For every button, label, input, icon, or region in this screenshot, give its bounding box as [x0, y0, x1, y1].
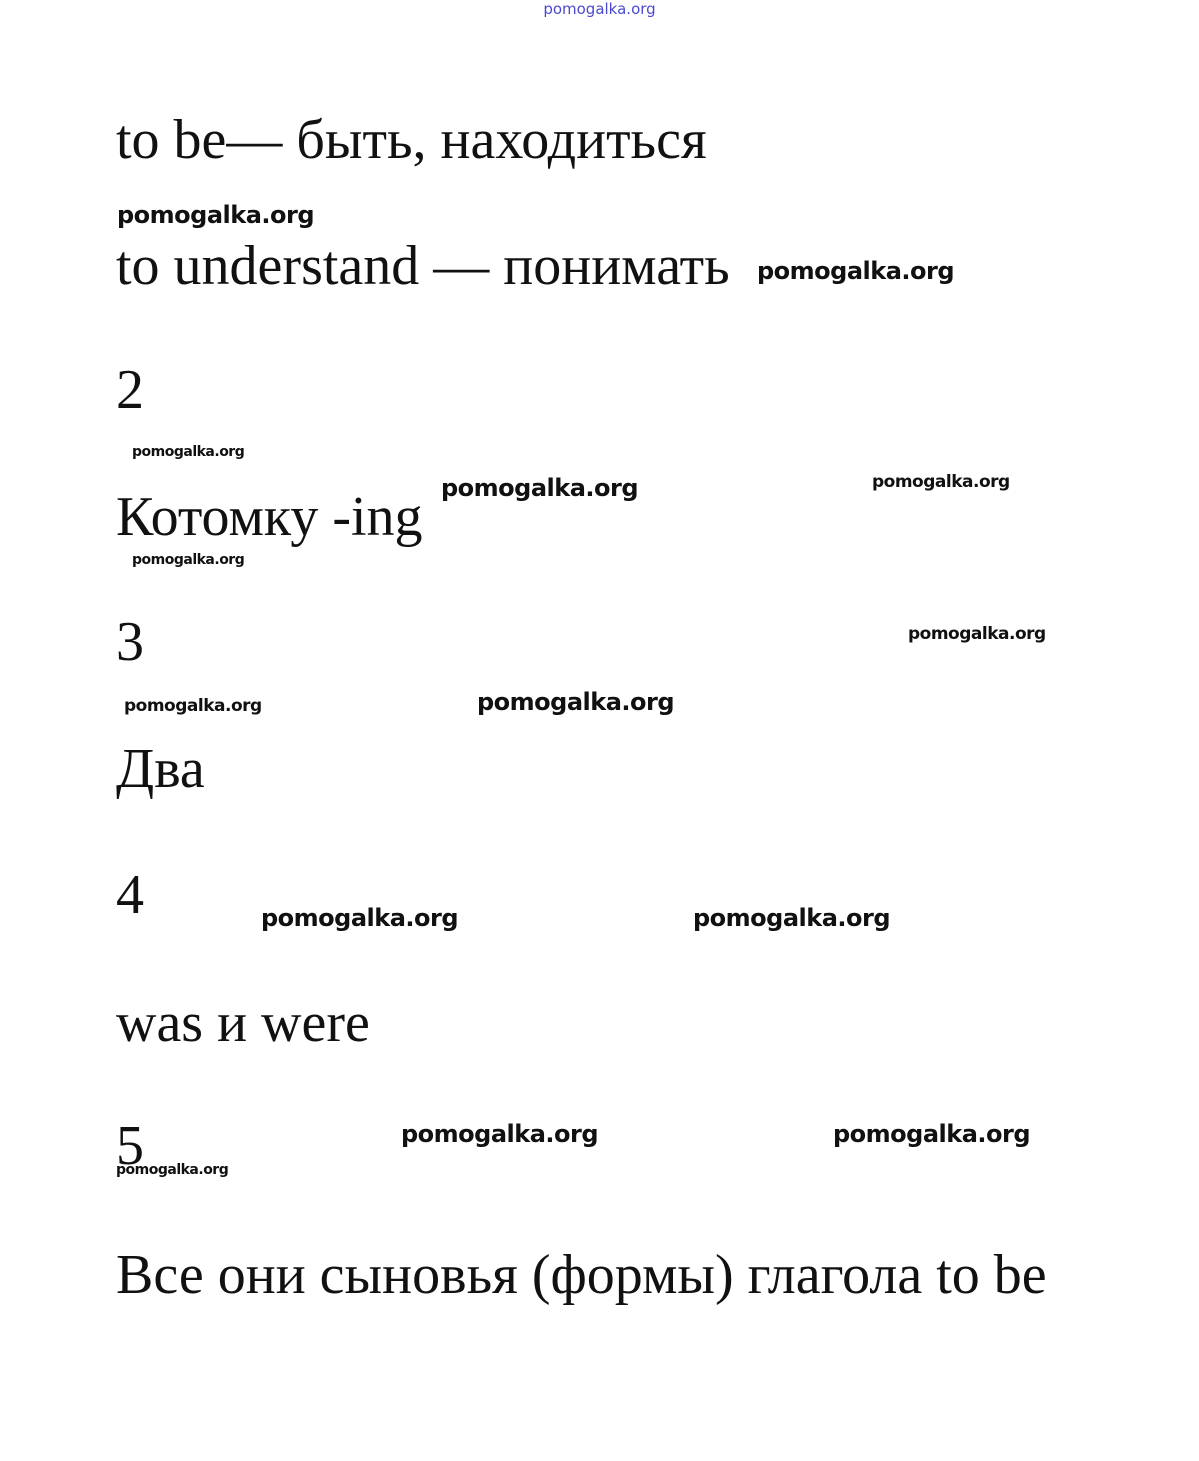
watermark: pomogalka.org [124, 696, 262, 716]
line-was-were: was и were [116, 992, 370, 1054]
header-watermark: pomogalka.org [543, 0, 656, 18]
number-4: 4 [116, 864, 144, 926]
number-5: 5 [116, 1115, 144, 1177]
watermark: pomogalka.org [401, 1120, 599, 1148]
watermark: pomogalka.org [477, 688, 675, 716]
watermark: pomogalka.org [757, 257, 955, 285]
number-3: 3 [116, 611, 144, 673]
line-to-be: to be— быть, находиться [116, 109, 707, 171]
watermark: pomogalka.org [116, 1162, 229, 1178]
watermark: pomogalka.org [132, 552, 245, 568]
watermark: pomogalka.org [261, 904, 459, 932]
number-2: 2 [116, 359, 144, 421]
watermark: pomogalka.org [908, 624, 1046, 644]
watermark: pomogalka.org [117, 201, 315, 229]
watermark: pomogalka.org [132, 444, 245, 460]
line-to-understand: to understand — понимать [116, 235, 730, 297]
watermark: pomogalka.org [441, 474, 639, 502]
watermark: pomogalka.org [833, 1120, 1031, 1148]
line-dva: Два [116, 738, 205, 800]
watermark: pomogalka.org [693, 904, 891, 932]
line-kotomku: Котомку -ing [116, 486, 423, 548]
watermark: pomogalka.org [872, 472, 1010, 492]
line-all-sons: Все они сыновья (формы) глагола to be [116, 1244, 1047, 1306]
